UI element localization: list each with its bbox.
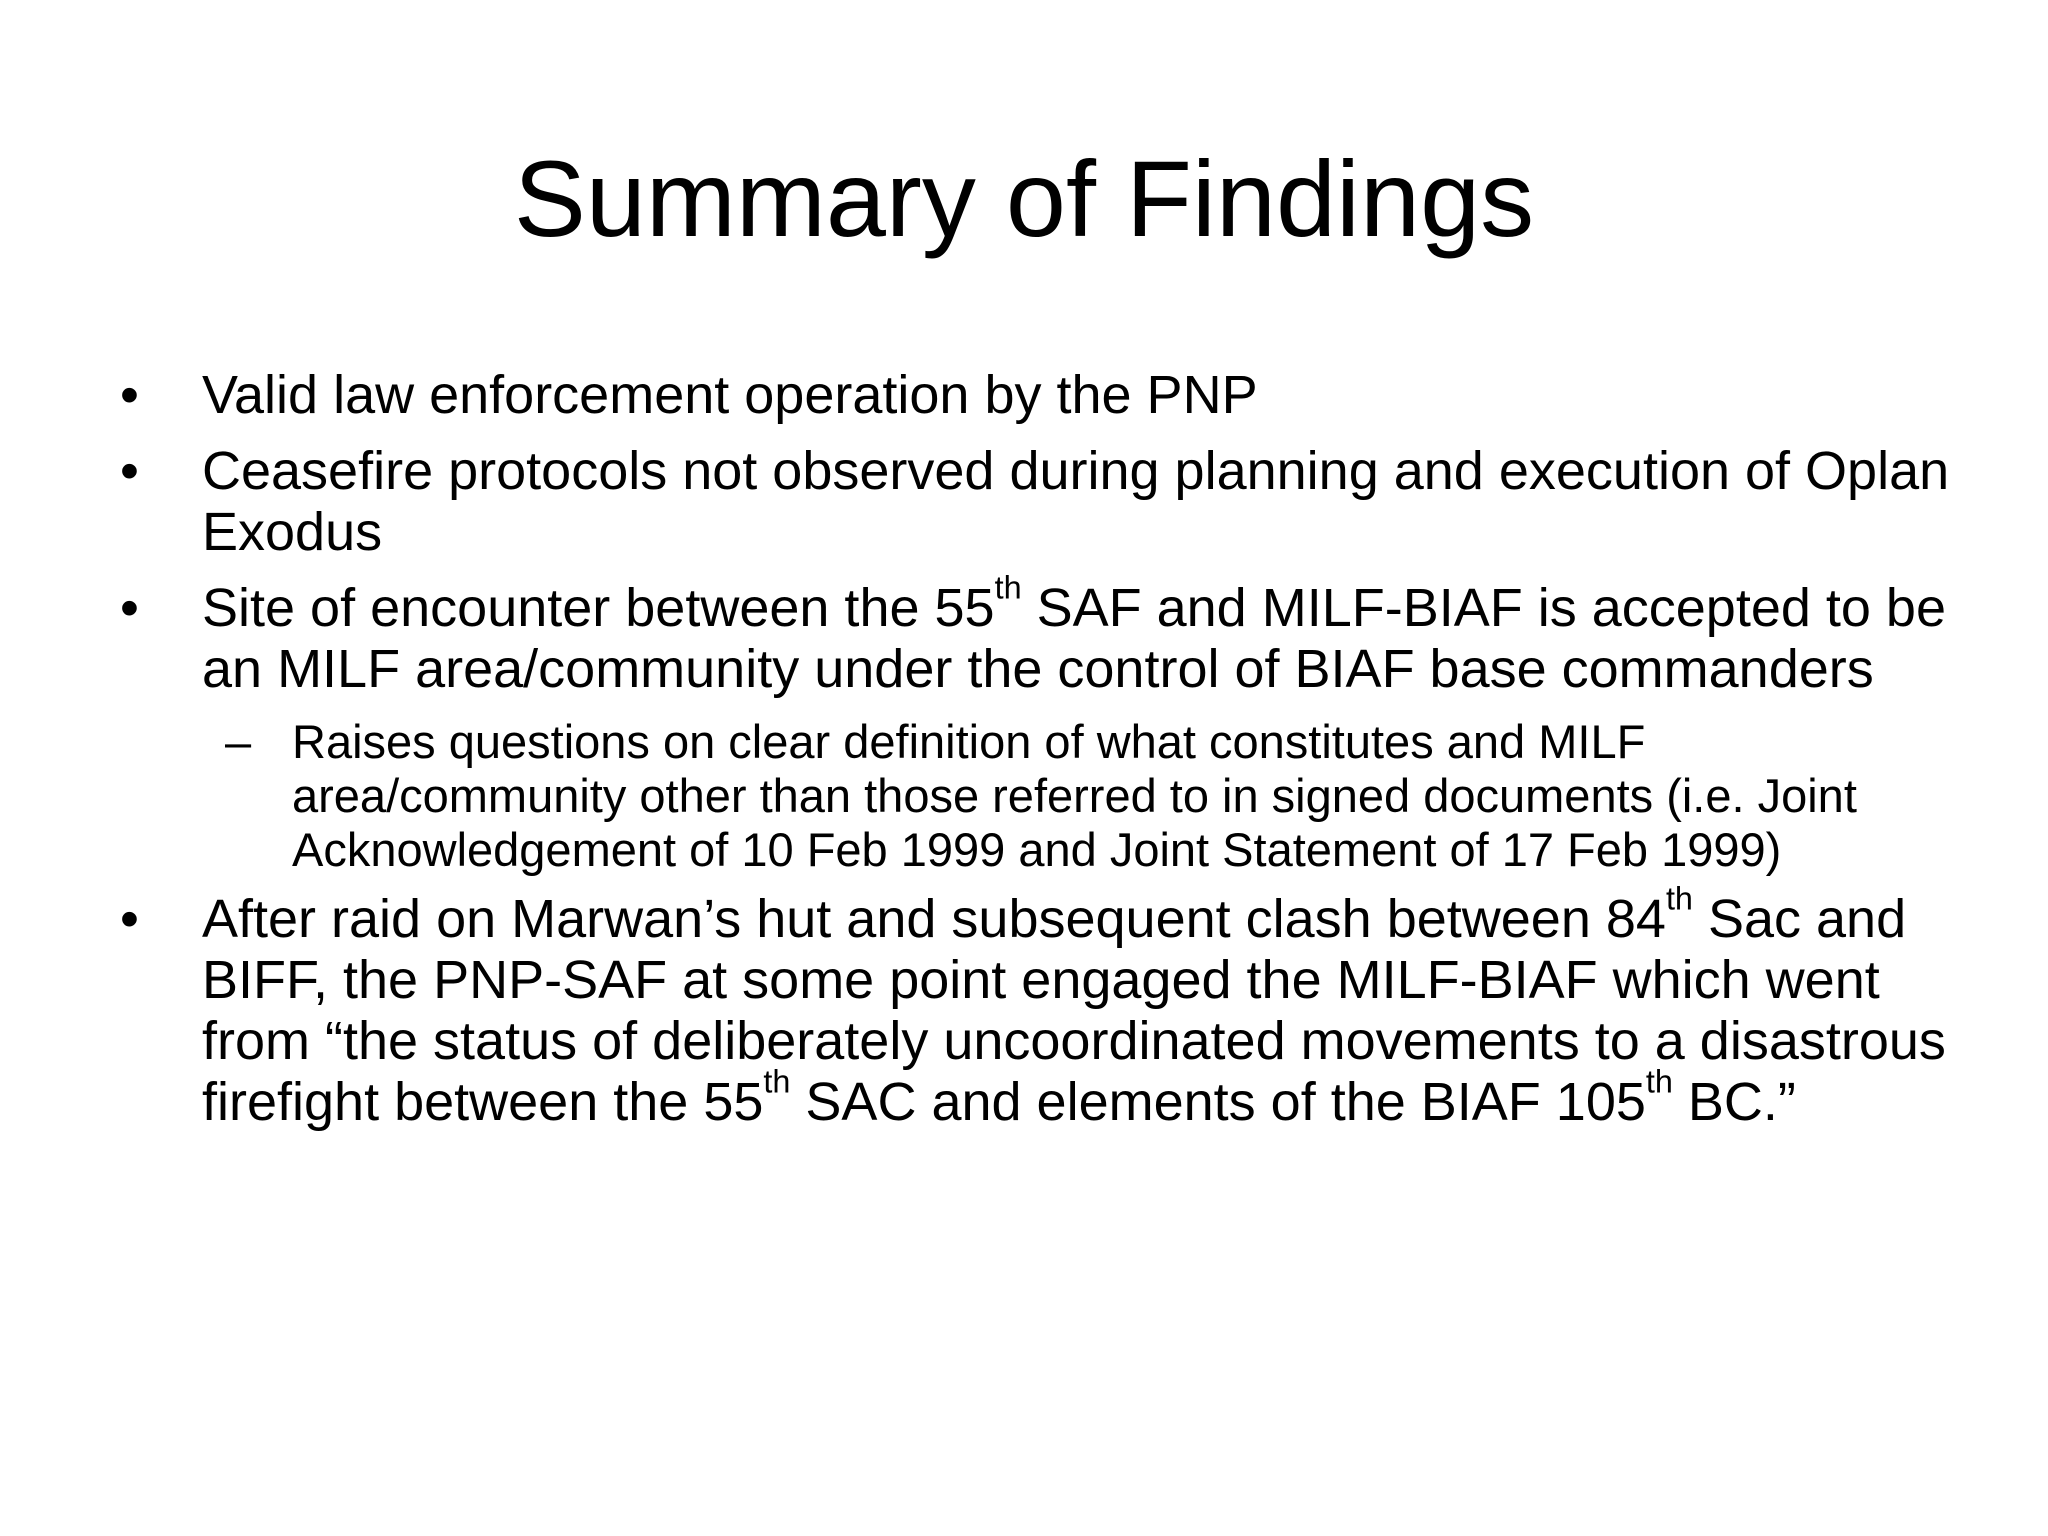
slide-title: Summary of Findings [513, 138, 1535, 259]
bullet-text-part: After raid on Marwan’s hut and subsequent clash between 84 [202, 889, 1666, 949]
slide-body [120, 365, 1950, 1148]
bullet-text-part: SAC and elements of the BIAF 105 [790, 1072, 1646, 1132]
bullet-item [120, 365, 1950, 426]
ordinal-suffix: th [1645, 1063, 1673, 1100]
bullet-text-part: BC.” [1672, 1072, 1796, 1132]
bullet-text-part: SAF and MILF-BIAF is accepted to be an MILF area/community under the control of BIAF base commanders [202, 578, 1947, 699]
bullet-marker: • [120, 365, 139, 425]
bullet-item [120, 880, 1950, 1133]
sub-bullet-item [120, 715, 1950, 877]
bullet-text: Valid law enforcement operation by the PNP [202, 365, 1258, 425]
bullet-marker: • [120, 441, 139, 501]
sub-bullet-text: Raises questions on clear definition of what constitutes and MILF area/community other than those referred to in signed documents (i.e. Joint Acknowledgement of 10 Feb 1999 and Joint Statement of 17 Feb 1999) [292, 715, 1857, 876]
bullet-item [120, 569, 1950, 700]
bullet-text: Ceasefire protocols not observed during planning and execution of Oplan Exodus [202, 441, 1950, 562]
ordinal-suffix: th [763, 1063, 791, 1100]
bullet-text-part: Site of encounter between the 55 [202, 578, 995, 638]
sub-bullet-marker: – [225, 715, 252, 768]
ordinal-suffix: th [994, 569, 1022, 606]
bullet-item [120, 441, 1950, 563]
bullet-text-part: Sac and BIFF, the PNP-SAF at some point engaged the MILF-BIAF which went from “the status of deliberately uncoordinated movements to a disastrous firefight between the 55 [202, 889, 1946, 1132]
bullet-marker: • [120, 578, 139, 638]
bullet-marker: • [120, 889, 139, 949]
ordinal-suffix: th [1665, 880, 1693, 917]
